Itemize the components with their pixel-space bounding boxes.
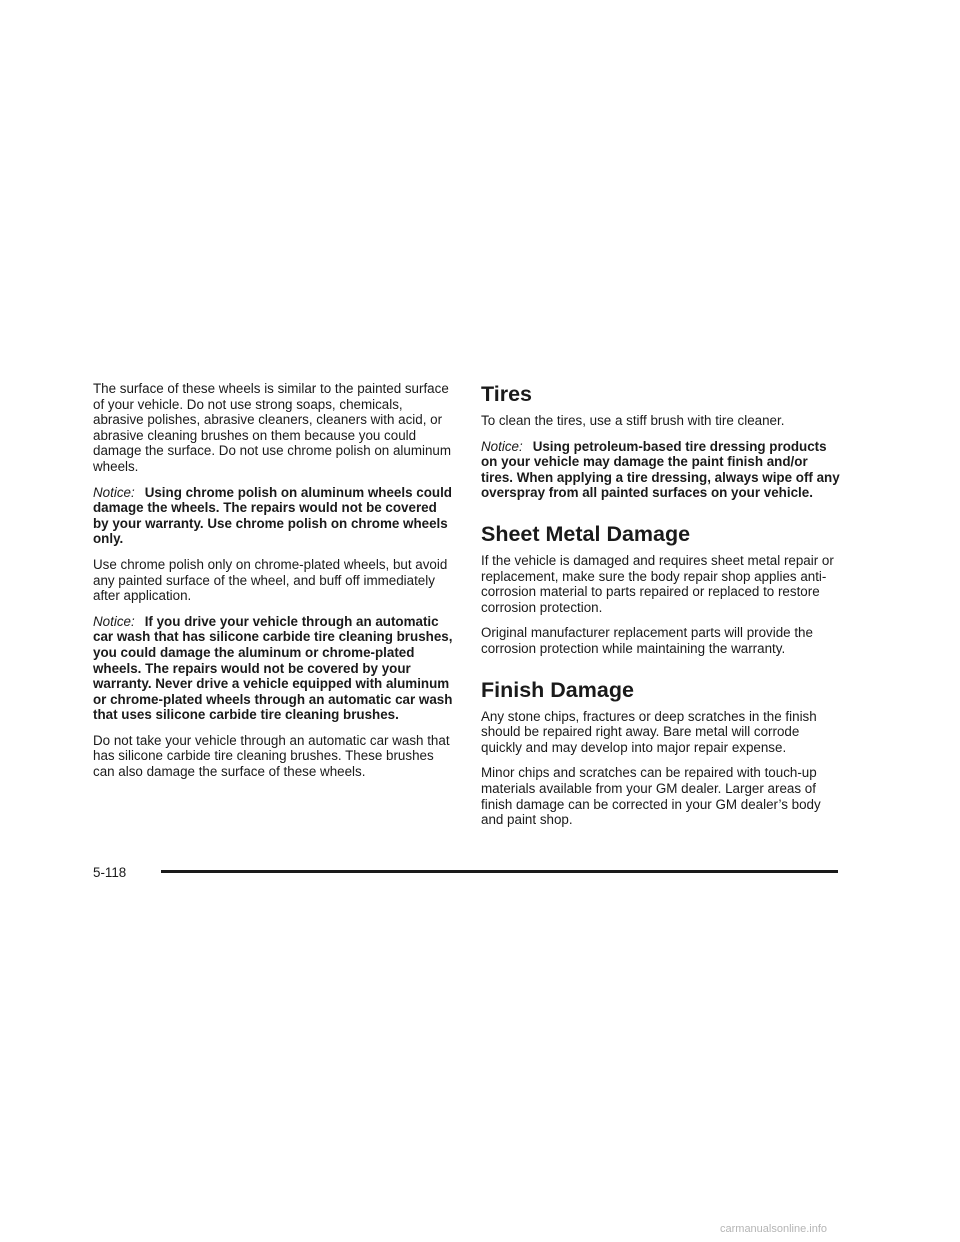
tire-dressing-notice: [481, 439, 843, 501]
notice-label: Notice:: [93, 484, 135, 500]
wheel-surface-paragraph: The surface of these wheels is similar to the painted surface of your vehicle. Do not use strong soaps, chemicals, abrasive polishes, abrasive cleaners, cleaners with acid, or abrasive cleaning brushes on them because you could damage the surface. Do not use chrome polish on aluminum wheels.: [93, 381, 452, 474]
chrome-polish-notice: [93, 485, 455, 547]
right-column: [481, 381, 843, 838]
tires-paragraph: To clean the tires, use a stiff brush with tire cleaner.: [481, 413, 785, 428]
car-wash-paragraph: Do not take your vehicle through an automatic car wash that has silicone carbide tire cleaning brushes. These brushes can also damage the surface of these wheels.: [93, 732, 450, 780]
car-wash-notice: [93, 614, 455, 723]
notice-text: If you drive your vehicle through an automatic car wash that has silicone carbide tire cleaning brushes, you could damage the aluminum or chrome-plated wheels. The repairs would not be covered by your warranty. Never drive a vehicle equipped with aluminum or chrome-plated wheels through an automatic car wash that uses silicone carbide tire cleaning brushes.: [93, 613, 453, 723]
footer-rule: [161, 870, 838, 873]
watermark: carmanualsonline.info: [720, 1223, 828, 1235]
sheet-metal-paragraph-2: Original manufacturer replacement parts will provide the corrosion protection while maintaining the warranty.: [481, 625, 813, 656]
notice-text: Using petroleum-based tire dressing products on your vehicle may damage the paint finish and/or tires. When applying a tire dressing, always wipe off any overspray from all painted surfaces on your vehicle.: [481, 438, 840, 501]
chrome-polish-paragraph: Use chrome polish only on chrome-plated wheels, but avoid any painted surface of the wheel, and buff off immediately after application.: [93, 556, 448, 604]
left-column: [93, 381, 455, 790]
sheet-metal-paragraph-1: If the vehicle is damaged and requires sheet metal repair or replacement, make sure the body repair shop applies anti-corrosion material to parts repaired or replaced to restore corrosion protection.: [481, 552, 834, 615]
finish-damage-paragraph-1: Any stone chips, fractures or deep scratches in the finish should be repaired right away. Bare metal will corrode quickly and may develop into major repair expense.: [481, 708, 817, 755]
finish-damage-heading: Finish Damage: [481, 677, 634, 702]
tires-heading: Tires: [481, 382, 532, 406]
page-number: 5-118: [93, 865, 127, 880]
finish-damage-paragraph-2: Minor chips and scratches can be repaired with touch-up materials available from your GM dealer. Larger areas of finish damage can be corrected in your GM dealer’s body and paint shop.: [481, 765, 821, 828]
notice-label: Notice:: [481, 438, 523, 454]
sheet-metal-heading: Sheet Metal Damage: [481, 521, 691, 546]
notice-text: Using chrome polish on aluminum wheels could damage the wheels. The repairs would not be covered by your warranty. Use chrome polish on chrome wheels only.: [93, 484, 452, 547]
notice-label: Notice:: [93, 613, 135, 629]
